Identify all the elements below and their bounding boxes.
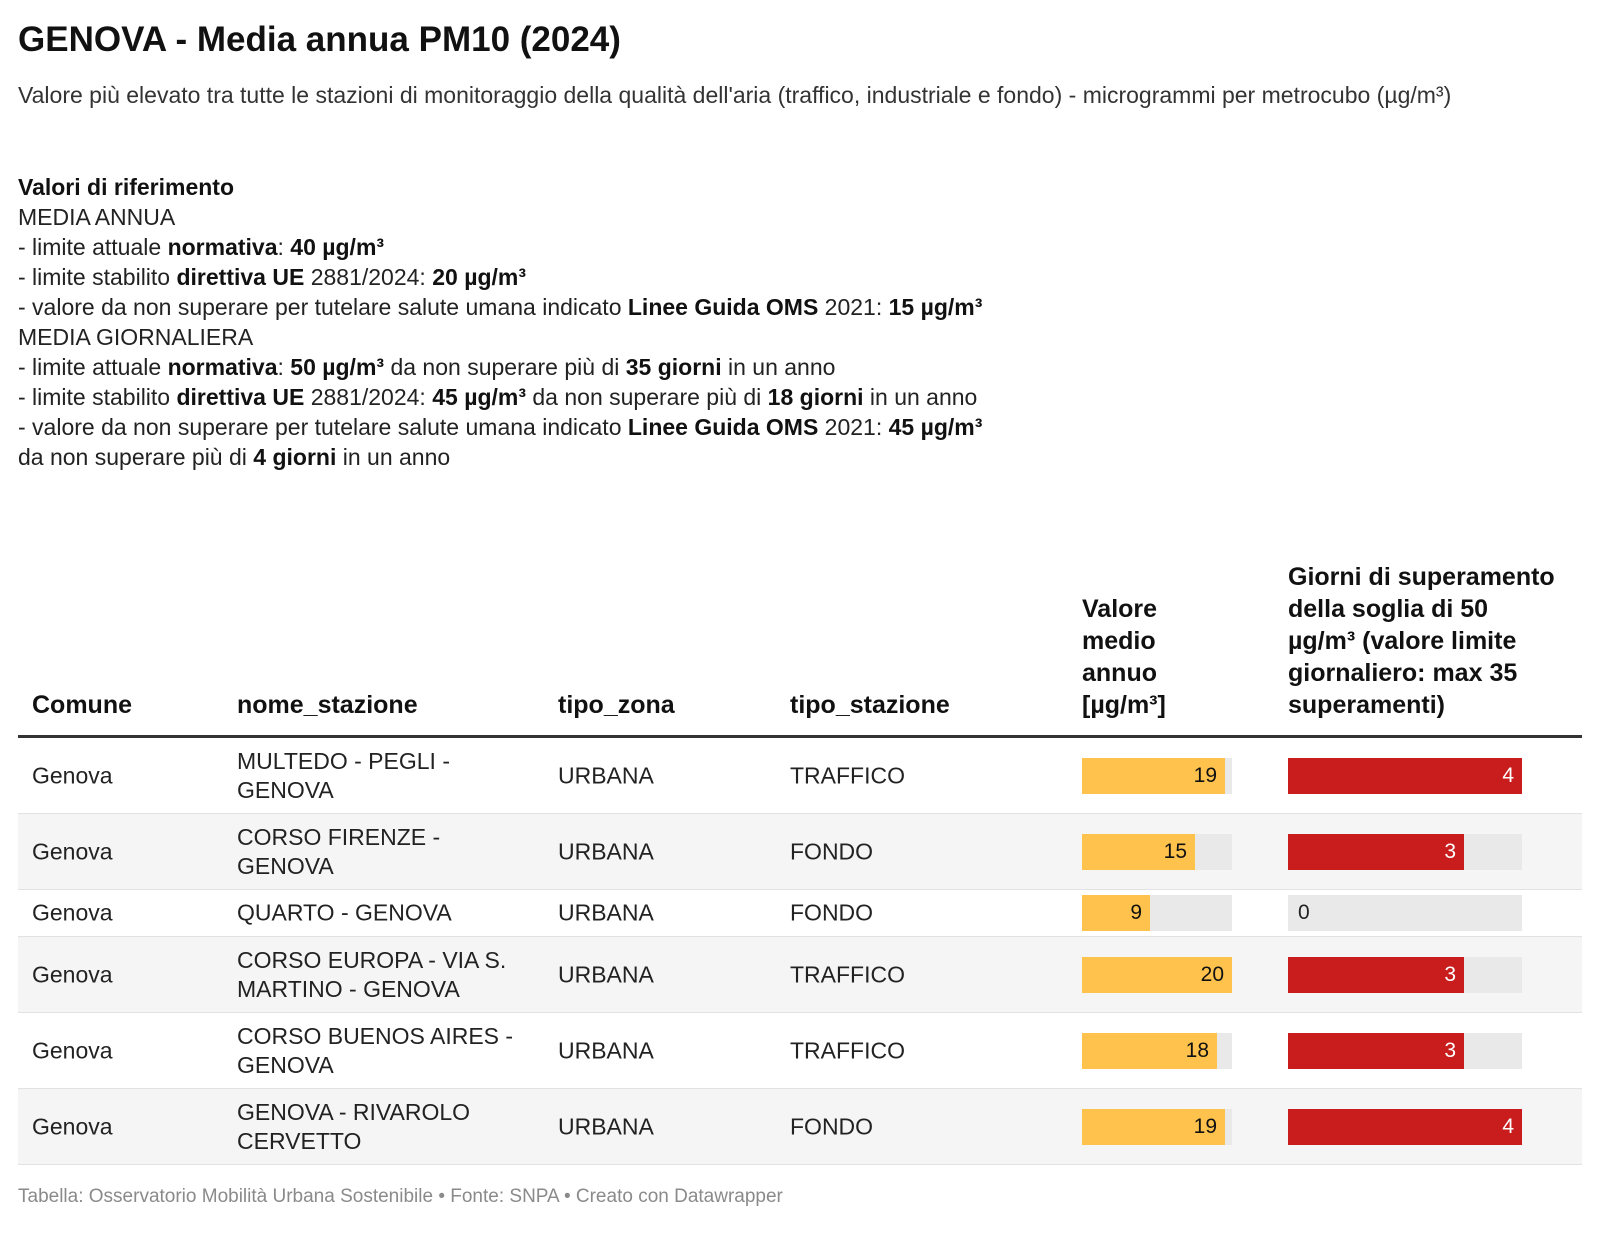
cell-giorni [1288, 895, 1522, 931]
cell-comune: Genova [32, 1113, 113, 1139]
cell-comune: Genova [32, 961, 113, 987]
cell-tipo-zona: URBANA [558, 1113, 654, 1139]
note-text: 50 µg/m³ [290, 354, 385, 380]
valore-value-label: 15 [1163, 839, 1187, 863]
cell-comune: Genova [32, 899, 113, 926]
cell-tipo-stazione: FONDO [790, 838, 874, 864]
note-text: 18 giorni [767, 384, 864, 410]
note-text: 40 µg/m³ [290, 234, 385, 260]
note-text: - limite attuale [18, 234, 168, 260]
note-text: normativa [167, 234, 278, 260]
header-tipo-zona[interactable]: tipo_zona [558, 691, 675, 719]
cell-tipo-zona: URBANA [558, 961, 654, 987]
note-text: direttiva UE [176, 384, 305, 410]
giorni-bar-track [1288, 1109, 1522, 1145]
valore-value-label: 9 [1130, 901, 1142, 924]
note-text: Linee Guida OMS [627, 294, 819, 320]
table-body [18, 738, 1582, 1165]
data-table [18, 516, 1582, 1165]
giorni-bar-track [1288, 1033, 1522, 1069]
cell-comune: Genova [32, 762, 113, 788]
table-row [18, 937, 1582, 1013]
table-row [18, 890, 1582, 937]
cell-nome-stazione: CORSO BUENOS AIRES - GENOVA [237, 1022, 514, 1078]
valore-bar-track [1082, 957, 1232, 993]
note-text: - valore da non superare per tutelare salute umana indicato [18, 414, 628, 440]
cell-tipo-zona: URBANA [558, 899, 654, 926]
valore-bar-track [1082, 758, 1232, 794]
note-text: 2021: [818, 294, 889, 320]
note-text: 45 µg/m³ [432, 384, 526, 410]
giorni-value-label: 3 [1444, 962, 1456, 986]
giorni-value-label: 3 [1444, 839, 1456, 863]
cell-tipo-stazione: TRAFFICO [790, 961, 905, 987]
valore-bar-track [1082, 895, 1232, 931]
note-text: - valore da non superare per tutelare salute umana indicato [18, 294, 628, 320]
footer-credits: Tabella: Osservatorio Mobilità Urbana Sostenibile • Fonte: SNPA • Creato con Datawrapper [18, 1186, 783, 1207]
chart-title: GENOVA - Media annua PM10 (2024) [18, 20, 621, 59]
note-text: 4 giorni [253, 444, 337, 470]
valore-value-label: 18 [1185, 1038, 1209, 1062]
cell-comune: Genova [32, 838, 113, 864]
valore-bar-track [1082, 1109, 1232, 1145]
cell-tipo-stazione: FONDO [790, 899, 874, 926]
note-text: MEDIA ANNUA [18, 204, 176, 230]
note-text: Valori di riferimento [18, 174, 234, 200]
note-text: in un anno [721, 354, 836, 380]
cell-nome-stazione: CORSO EUROPA - VIA S. MARTINO - GENOVA [237, 946, 507, 1002]
note-text: 15 µg/m³ [888, 294, 983, 320]
note-text: - limite stabilito [18, 384, 177, 410]
note-text: da non superare più di [18, 444, 254, 470]
cell-tipo-zona: URBANA [558, 1037, 654, 1063]
cell-giorni [1288, 1109, 1522, 1145]
chart-subtitle: Valore più elevato tra tutte le stazioni di monitoraggio della qualità dell'aria (traffico, industriale e fondo) - microgrammi per metrocubo (µg/m³) [18, 82, 1452, 108]
note-text: 2881/2024: [304, 264, 433, 290]
header-valore[interactable]: Valore medio annuo [µg/m³] [1082, 595, 1166, 719]
cell-valore [1082, 957, 1232, 993]
note-text: in un anno [863, 384, 978, 410]
note-text: : [277, 354, 291, 380]
note-text: in un anno [336, 444, 451, 470]
valore-value-label: 19 [1193, 1114, 1217, 1138]
cell-nome-stazione: QUARTO - GENOVA [237, 899, 452, 926]
table-row [18, 738, 1582, 814]
note-line [18, 292, 1118, 322]
note-line [18, 352, 1118, 382]
cell-giorni [1288, 758, 1522, 794]
header-comune[interactable]: Comune [32, 691, 132, 719]
note-text: : [277, 234, 291, 260]
note-text: - limite stabilito [18, 264, 177, 290]
note-text: normativa [167, 354, 278, 380]
note-text: direttiva UE [176, 264, 305, 290]
cell-comune: Genova [32, 1037, 113, 1063]
note-text: - limite attuale [18, 354, 168, 380]
note-line [18, 382, 1118, 412]
giorni-value-label: 4 [1502, 1114, 1514, 1138]
note-text: 2881/2024: [304, 384, 433, 410]
header-tipo-stazione[interactable]: tipo_stazione [790, 691, 950, 719]
cell-nome-stazione: CORSO FIRENZE - GENOVA [237, 823, 441, 879]
cell-tipo-stazione: FONDO [790, 1113, 874, 1139]
note-text: 20 µg/m³ [432, 264, 526, 290]
cell-tipo-zona: URBANA [558, 762, 654, 788]
note-text: da non superare più di [526, 384, 768, 410]
table-row [18, 814, 1582, 890]
cell-valore [1082, 834, 1232, 870]
valore-value-label: 19 [1193, 763, 1217, 787]
giorni-value-label: 4 [1502, 763, 1514, 787]
note-line [18, 412, 1118, 442]
giorni-bar-track [1288, 758, 1522, 794]
giorni-value-label: 0 [1298, 901, 1310, 924]
reference-notes [18, 172, 1118, 472]
cell-tipo-stazione: TRAFFICO [790, 762, 905, 788]
note-text: 35 giorni [625, 354, 722, 380]
note-text: 45 µg/m³ [888, 414, 983, 440]
note-text: MEDIA GIORNALIERA [18, 324, 254, 350]
giorni-bar-track [1288, 895, 1522, 931]
valore-bar-track [1082, 1033, 1232, 1069]
cell-giorni [1288, 1033, 1522, 1069]
valore-value-label: 20 [1200, 962, 1224, 986]
giorni-value-label: 3 [1444, 1038, 1456, 1062]
cell-nome-stazione: GENOVA - RIVAROLO CERVETTO [237, 1098, 471, 1154]
note-line [18, 442, 1118, 472]
note-text: Linee Guida OMS [627, 414, 819, 440]
note-line [18, 322, 1118, 352]
table-header [18, 516, 1582, 738]
cell-valore [1082, 1109, 1232, 1145]
cell-valore [1082, 758, 1232, 794]
giorni-bar-track [1288, 834, 1522, 870]
note-text: da non superare più di [384, 354, 626, 380]
table-row [18, 1013, 1582, 1089]
table-row [18, 1089, 1582, 1165]
cell-tipo-zona: URBANA [558, 838, 654, 864]
header-giorni[interactable]: Giorni di superamento della soglia di 50 µg/m³ (valore limite giornaliero: max 35 superamenti) [1288, 563, 1555, 719]
note-text: 2021: [818, 414, 889, 440]
cell-tipo-stazione: TRAFFICO [790, 1037, 905, 1063]
note-line [18, 232, 1118, 262]
cell-giorni [1288, 834, 1522, 870]
note-line [18, 262, 1118, 292]
header-nome-stazione[interactable]: nome_stazione [237, 691, 418, 719]
cell-valore [1082, 895, 1232, 931]
cell-giorni [1288, 957, 1522, 993]
giorni-bar-track [1288, 957, 1522, 993]
note-line [18, 202, 1118, 232]
cell-nome-stazione: MULTEDO - PEGLI - GENOVA [237, 747, 450, 803]
note-line [18, 172, 1118, 202]
cell-valore [1082, 1033, 1232, 1069]
valore-bar-track [1082, 834, 1232, 870]
